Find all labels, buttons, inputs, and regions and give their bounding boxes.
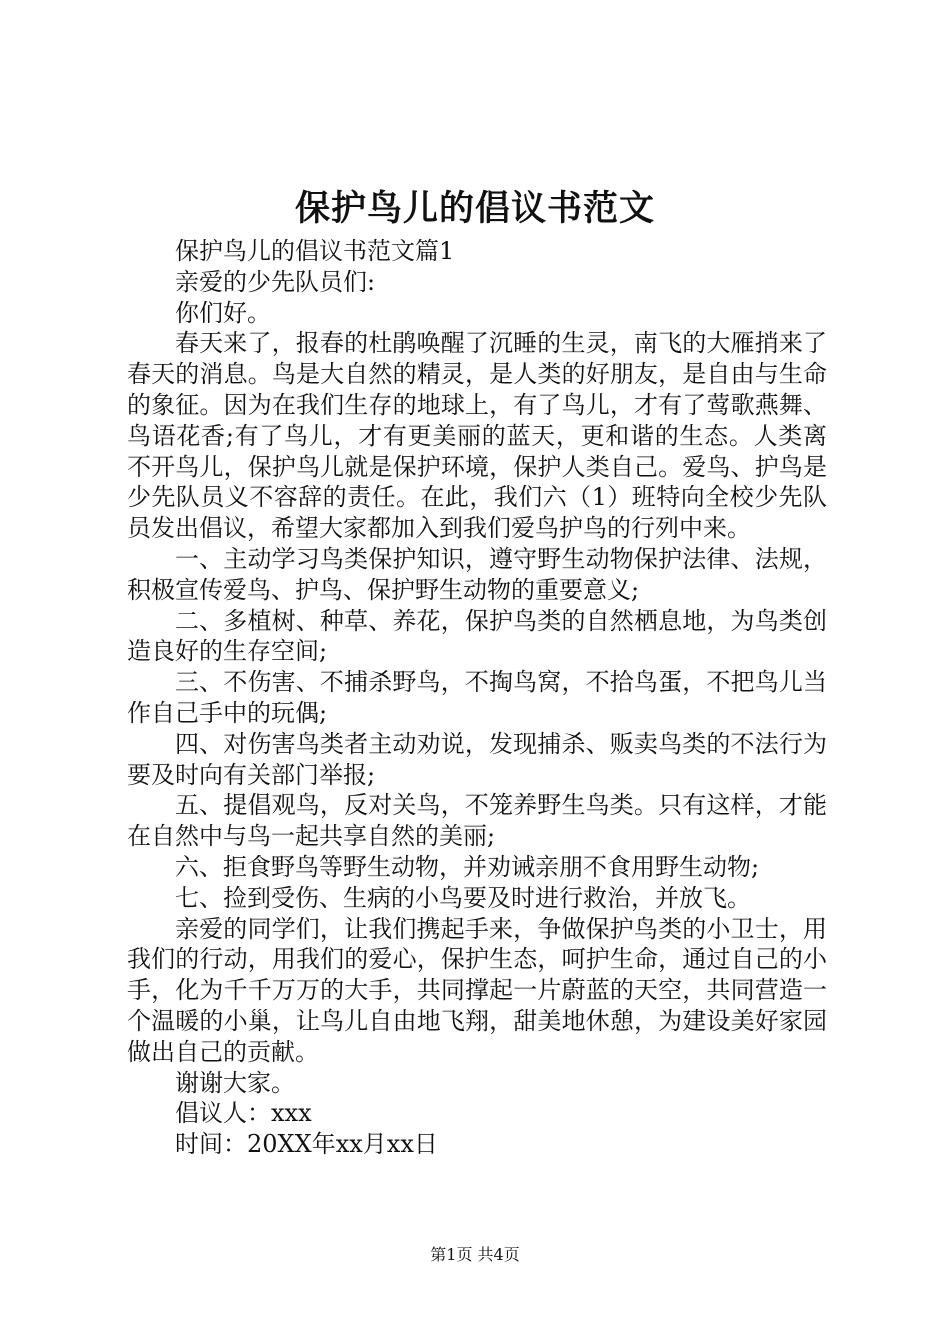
paragraph-item-2: 二、多植树、种草、养花，保护鸟类的自然栖息地，为鸟类创造良好的生存空间; [127,606,827,666]
document-title: 保护鸟儿的倡议书范文 [294,188,655,229]
paragraph-item-3: 三、不伤害、不捕杀野鸟，不掏鸟窝，不拾鸟蛋，不把鸟儿当作自己手中的玩偶; [127,668,827,727]
paragraph-salutation: 亲爱的少先队员们: [175,267,376,296]
paragraph-proposer: 倡议人：xxx [175,1099,312,1128]
paragraph-item-7: 七、捡到受伤、生病的小鸟要及时进行救治，并放飞。 [175,883,751,912]
paragraph-intro: 春天来了，报春的杜鹃唤醒了沉睡的生灵，南飞的大雁捎来了春天的消息。鸟是大自然的精灵，是人类的好朋友，是自由与生命的象征。因为在我们生存的地球上，有了鸟儿，才有了莺歌燕舞、鸟语花香;有了鸟儿，才有更美丽的蓝天，更和谐的生态。人类离不开鸟儿，保护鸟儿就是保护环境，保护人类自己。爱鸟、护鸟是少先队员义不容辞的责任。在此，我们六（1）班特向全校少先队员发出倡议，希望大家都加入到我们爱鸟护鸟的行列中来。 [127,329,827,543]
paragraph-item-5: 五、提倡观鸟，反对关鸟，不笼养野生鸟类。只有这样，才能在自然中与鸟一起共享自然的美丽; [127,791,827,851]
paragraph-item-6: 六、拒食野鸟等野生动物，并劝诫亲朋不食用野生动物; [175,852,760,881]
paragraph-item-4: 四、对伤害鸟类者主动劝说，发现捕杀、贩卖鸟类的不法行为要及时向有关部门举报; [127,729,827,789]
document-body [127,236,827,1160]
paragraph-subtitle: 保护鸟儿的倡议书范文篇1 [175,237,455,265]
paragraph-closing: 亲爱的同学们，让我们携起手来，争做保护鸟类的小卫士，用我们的行动，用我们的爱心，保护生态，呵护生命，通过自己的小手，化为千千万万的大手，共同撑起一片蔚蓝的天空，共同营造一个温暖的小巢，让鸟儿自由地飞翔，甜美地休憩，为建设美好家园做出自己的贡献。 [127,914,827,1066]
paragraph-item-1: 一、主动学习鸟类保护知识，遵守野生动物保护法律、法规，积极宣传爱鸟、护鸟、保护野生动物的重要意义; [127,544,827,604]
paragraph-date: 时间：20XX年xx月xx日 [175,1130,438,1159]
paragraph-greeting: 你们好。 [175,298,271,327]
paragraph-thanks: 谢谢大家。 [175,1068,295,1097]
page-number-footer: 第1页 共4页 [430,1245,520,1264]
